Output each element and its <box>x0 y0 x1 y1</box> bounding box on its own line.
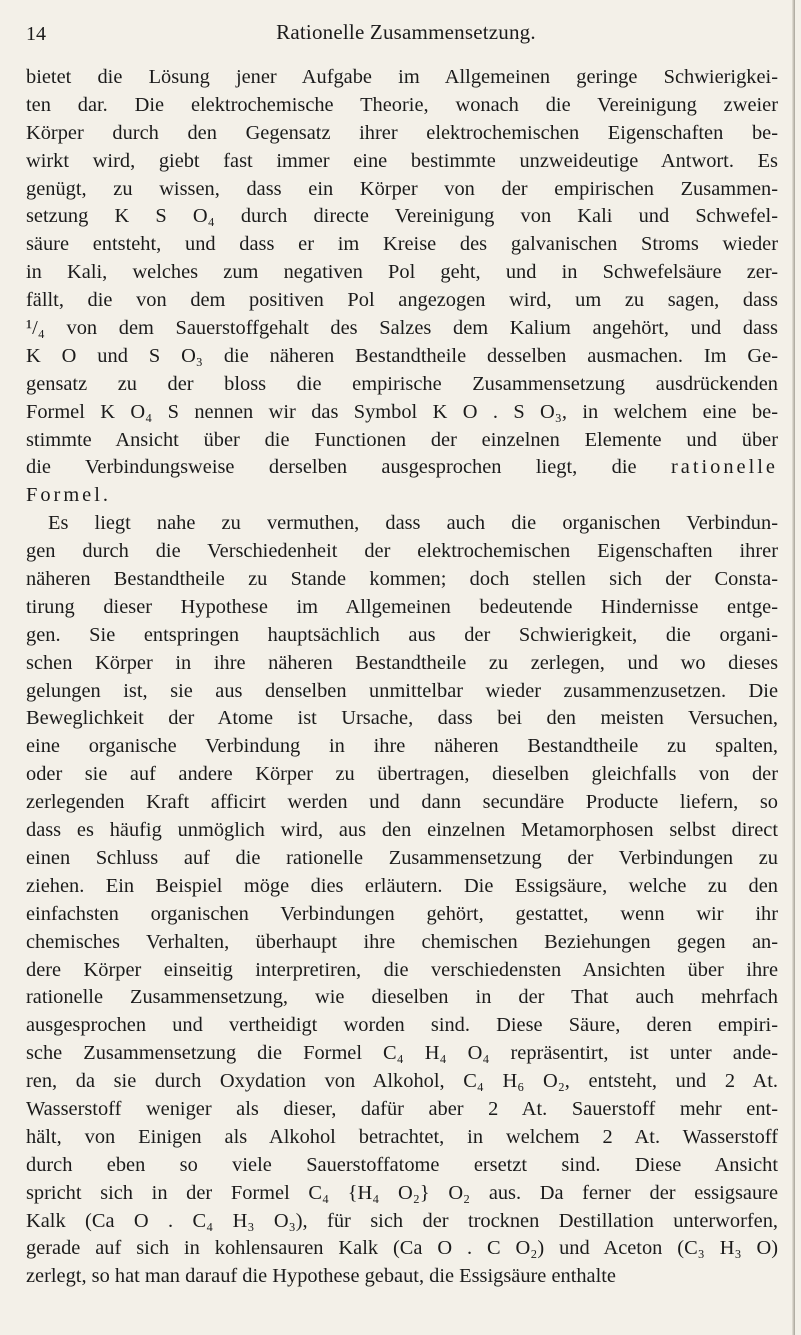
text-line: eine organische Verbindung in ihre näheren Bestandtheile zu spalten, <box>26 735 778 758</box>
page-header <box>26 18 786 50</box>
text-line: hält, von Einigen als Alkohol betrachtet, in welchem 2 At. Wasserstoff <box>26 1125 778 1148</box>
spaced-word: rationelle <box>670 456 778 479</box>
text-line: ziehen. Ein Beispiel möge dies erläutern. Die Essigsäure, welche zu den <box>26 874 778 897</box>
text-line: einen Schluss auf die rationelle Zusammensetzung der Verbindungen zu <box>26 846 778 869</box>
text-line: gen durch die Verschiedenheit der elektrochemischen Eigenschaften ihrer <box>26 540 778 563</box>
text-line: Körper durch den Gegensatz ihrer elektrochemischen Eigenschaften be- <box>26 121 778 144</box>
text-line: genügt, zu wissen, dass ein Körper von der empirischen Zusammen- <box>26 177 778 200</box>
text-line: einfachsten organischen Verbindungen gehört, gestattet, wenn wir ihr <box>26 902 778 925</box>
text-line: zerlegt, so hat man darauf die Hypothese gebaut, die Essigsäure enthalte <box>26 1265 616 1288</box>
text-line: Beweglichkeit der Atome ist Ursache, dass bei den meisten Versuchen, <box>26 707 778 730</box>
text-line: stimmte Ansicht über die Functionen der einzelnen Elemente und über <box>26 428 778 451</box>
text-line-with-spaced-word <box>26 454 778 482</box>
text-line: tirung dieser Hypothese im Allgemeinen bedeutende Hindernisse entge- <box>26 595 778 618</box>
text-line: ren, da sie durch Oxydation von Alkohol, C₄ H₆ O₂, entsteht, und 2 At. <box>26 1070 778 1093</box>
text-line: oder sie auf andere Körper zu übertragen, dieselben gleichfalls von der <box>26 763 778 786</box>
text-line: sche Zusammensetzung die Formel C₄ H₄ O₄ repräsentirt, ist unter ande- <box>26 1042 778 1065</box>
text-line: schen Körper in ihre näheren Bestandtheile zu zerlegen, und wo dieses <box>26 651 778 674</box>
text-line: dere Körper einseitig interpretiren, die verschiedensten Ansichten über ihre <box>26 958 778 981</box>
text-line: durch eben so viele Sauerstoffatome ersetzt sind. Diese Ansicht <box>26 1153 778 1176</box>
text-line: K O und S O₃ die näheren Bestandtheile desselben ausmachen. Im Ge- <box>26 344 778 367</box>
text-line: ¹/₄ von dem Sauerstoffgehalt des Salzes dem Kalium angehört, und dass <box>26 317 778 340</box>
text-line: zerlegenden Kraft afficirt werden und dann secundäre Producte liefern, so <box>26 791 778 814</box>
text-line: in Kali, welches zum negativen Pol geht, und in Schwefelsäure zer- <box>26 261 778 284</box>
text-line-start: die Verbindungsweise derselben ausgesprochen liegt, die <box>26 456 637 479</box>
text-line: Kalk (Ca O . C₄ H₃ O₃), für sich der trocknen Destillation unterworfen, <box>26 1209 778 1232</box>
text-line: gelungen ist, sie aus denselben unmittelbar wieder zusammenzusetzen. Die <box>26 679 778 702</box>
text-line: dass es häufig unmöglich wird, aus den einzelnen Metamorphosen selbst direct <box>26 819 778 842</box>
text-line: bietet die Lösung jener Aufgabe im Allgemeinen geringe Schwierigkei- <box>26 66 778 88</box>
text-line: rationelle Zusammensetzung, wie dieselben in der That auch mehrfach <box>26 986 778 1009</box>
text-line: säure entsteht, und dass er im Kreise des galvanischen Stroms wieder <box>26 233 778 256</box>
text-line: ausgesprochen und vertheidigt worden sind. Diese Säure, deren empiri- <box>26 1014 778 1037</box>
text-line: Formel. <box>26 484 111 507</box>
text-line: gensatz zu der bloss die empirische Zusammensetzung ausdrückenden <box>26 372 778 395</box>
running-title: Rationelle Zusammensetzung. <box>276 20 536 44</box>
text-line: fällt, die von dem positiven Pol angezogen wird, um zu sagen, dass <box>26 289 778 312</box>
text-line: näheren Bestandtheile zu Stande kommen; doch stellen sich der Consta- <box>26 568 778 591</box>
formula-line: spricht sich in der Formel C₄ {H₄ O₂} O₂ aus. Da ferner der essigsaure <box>26 1181 778 1204</box>
body-text <box>26 64 778 1291</box>
text-line: ten dar. Die elektrochemische Theorie, wonach die Vereinigung zweier <box>26 93 778 116</box>
text-line: Formel K O₄ S nennen wir das Symbol K O . S O₃, in welchem eine be- <box>26 400 778 423</box>
text-line: wirkt wird, giebt fast immer eine bestimmte unzweideutige Antwort. Es <box>26 149 778 172</box>
text-line: gen. Sie entspringen hauptsächlich aus der Schwierigkeit, die organi- <box>26 623 778 646</box>
text-line: Wasserstoff weniger als dieser, dafür aber 2 At. Sauerstoff mehr ent- <box>26 1097 778 1120</box>
paragraph-start: Es liegt nahe zu vermuthen, dass auch die organischen Verbindun- <box>48 512 778 535</box>
text-line: gerade auf sich in kohlensauren Kalk (Ca O . C O₂) und Aceton (C₃ H₃ O) <box>26 1237 778 1260</box>
page-number: 14 <box>26 23 46 45</box>
text-line: setzung K S O₄ durch directe Vereinigung von Kali und Schwefel- <box>26 205 778 228</box>
page-edge-shadow <box>792 0 795 1335</box>
text-line: chemisches Verhalten, überhaupt ihre chemischen Beziehungen gegen an- <box>26 930 778 953</box>
